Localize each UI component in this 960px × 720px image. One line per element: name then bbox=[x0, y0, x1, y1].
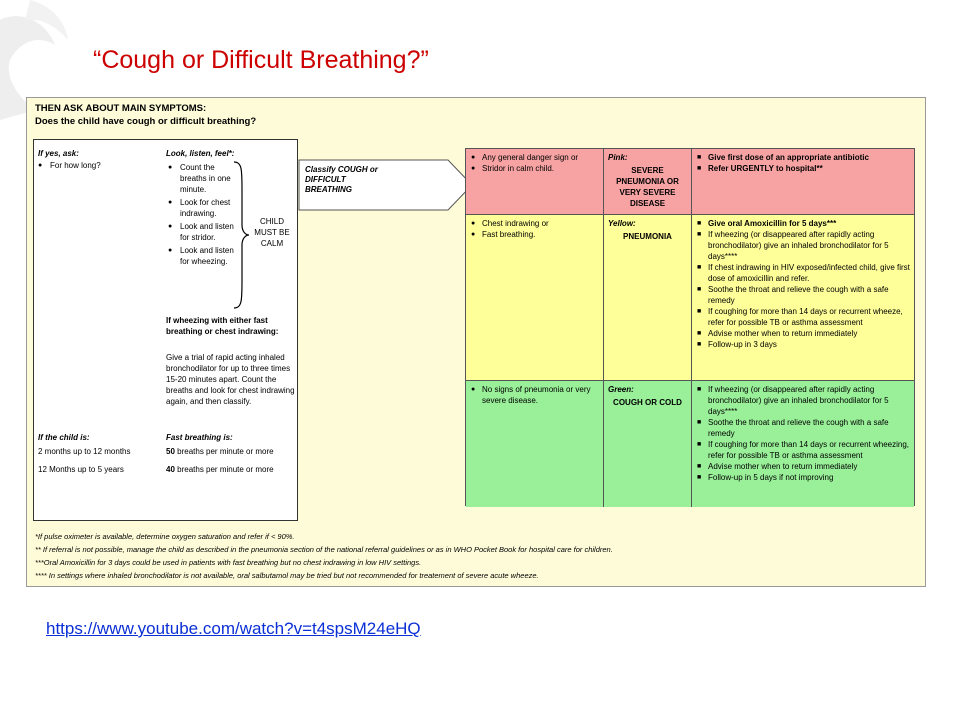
classification-color-label: Yellow: bbox=[608, 219, 636, 228]
sign-item: ● No signs of pneumonia or very severe disease. bbox=[470, 384, 599, 406]
rate-label: Fast breathing is: bbox=[166, 433, 233, 442]
rate-text: breaths per minute or more bbox=[174, 465, 274, 474]
classification-name: PNEUMONIA bbox=[623, 232, 672, 241]
chart-subheading: Does the child have cough or difficult breathing? bbox=[35, 116, 257, 127]
sign-item: ● Chest indrawing or bbox=[470, 218, 599, 229]
wheezing-label: If wheezing with either fast breathing or chest indrawing: bbox=[166, 316, 279, 336]
signs-cell bbox=[466, 215, 604, 380]
treatment-item: ■ Give oral Amoxicillin for 5 days*** bbox=[696, 218, 910, 229]
signs-cell bbox=[466, 149, 604, 214]
classification-name: SEVERE PNEUMONIA OR VERY SEVERE DISEASE bbox=[616, 166, 679, 208]
rate-text: breaths per minute or more bbox=[174, 447, 274, 456]
age-label: If the child is: bbox=[38, 433, 90, 442]
imci-chart bbox=[26, 97, 926, 587]
ask-list bbox=[38, 160, 158, 171]
classification-cell bbox=[604, 381, 692, 507]
signs-list bbox=[470, 152, 599, 174]
footnote: **** In settings where inhaled bronchodilator is not available, oral salbutamol may be tried but not recommended for treatement of severe acute wheeze. bbox=[35, 571, 539, 580]
classification-cell bbox=[604, 215, 692, 380]
classification-name: COUGH OR COLD bbox=[613, 398, 682, 407]
classification-row-yellow bbox=[466, 215, 914, 381]
treatment-item: ■ If wheezing (or disappeared after rapidly acting bronchodilator) give an inhaled bronchodilator for 5 days**** bbox=[696, 384, 910, 417]
chart-heading: THEN ASK ABOUT MAIN SYMPTOMS: bbox=[35, 103, 207, 114]
treatment-list bbox=[696, 152, 910, 174]
treatment-item: ■ If chest indrawing in HIV exposed/infected child, give first dose of amoxicillin and refer. bbox=[696, 262, 910, 284]
treatment-item: ■ Soothe the throat and relieve the cough with a safe remedy bbox=[696, 417, 910, 439]
footnote: ***Oral Amoxicillin for 3 days could be used in patients with fast breathing but no chest indrawing in low HIV settings. bbox=[35, 558, 422, 567]
treatment-item: ■ Advise mother when to return immediately bbox=[696, 328, 910, 339]
rate-number: 40 bbox=[166, 465, 175, 474]
footnotes bbox=[35, 530, 613, 582]
look-label: Look, listen, feel*: bbox=[166, 149, 235, 158]
treatment-item: ■ Advise mother when to return immediately bbox=[696, 461, 910, 472]
treatment-item: ■ Follow-up in 5 days if not improving bbox=[696, 472, 910, 483]
age-row: 12 Months up to 5 years bbox=[38, 465, 124, 474]
treatment-list bbox=[696, 218, 910, 350]
child-calm-note: CHILD MUST BE CALM bbox=[254, 217, 290, 248]
classification-table bbox=[465, 148, 915, 506]
sign-item: ● Stridor in calm child. bbox=[470, 163, 599, 174]
treatment-item: ■ If coughing for more than 14 days or recurrent wheezing, refer for possible TB or asthma assessment bbox=[696, 439, 910, 461]
treatment-cell bbox=[692, 149, 914, 214]
classification-color-label: Pink: bbox=[608, 153, 628, 162]
brace-icon bbox=[232, 160, 250, 310]
footnote: *If pulse oximeter is available, determine oxygen saturation and refer if < 90%. bbox=[35, 532, 295, 541]
assessment-box bbox=[33, 139, 298, 521]
look-item: ● Look and listen for wheezing. bbox=[168, 245, 242, 267]
wheezing-text: Give a trial of rapid acting inhaled bronchodilator for up to three times 15-20 minutes apart. Count the breaths and look for chest indrawing again, and then classify. bbox=[166, 353, 295, 406]
treatment-cell bbox=[692, 215, 914, 380]
sign-item: ● Any general danger sign or bbox=[470, 152, 599, 163]
treatment-item: ■ Soothe the throat and relieve the cough with a safe remedy bbox=[696, 284, 910, 306]
treatment-item: ■ Follow-up in 3 days bbox=[696, 339, 910, 350]
signs-list bbox=[470, 384, 599, 406]
rate-row bbox=[166, 464, 274, 475]
age-row: 2 months up to 12 months bbox=[38, 447, 131, 456]
treatment-item: ■ Give first dose of an appropriate antibiotic bbox=[696, 152, 910, 163]
treatment-cell bbox=[692, 381, 914, 507]
ask-item: ● For how long? bbox=[38, 160, 158, 171]
classification-color-label: Green: bbox=[608, 385, 634, 394]
slide-title: “Cough or Difficult Breathing?” bbox=[93, 46, 429, 74]
classification-row-green bbox=[466, 381, 914, 507]
signs-list bbox=[470, 218, 599, 240]
treatment-item: ■ Refer URGENTLY to hospital** bbox=[696, 163, 910, 174]
classification-cell bbox=[604, 149, 692, 214]
treatment-item: ■ If coughing for more than 14 days or recurrent wheeze, refer for possible TB or asthma assessment bbox=[696, 306, 910, 328]
treatment-list bbox=[696, 384, 910, 483]
footnote: ** If referral is not possible, manage the child as described in the pneumonia section of the national referral guidelines or as in WHO Pocket Book for hospital care for children. bbox=[35, 545, 613, 554]
ask-label: If yes, ask: bbox=[38, 149, 79, 158]
signs-cell bbox=[466, 381, 604, 507]
rate-row bbox=[166, 446, 274, 457]
look-item: ● Look and listen for stridor. bbox=[168, 221, 242, 243]
classification-row-pink bbox=[466, 149, 914, 215]
look-item: ● Look for chest indrawing. bbox=[168, 197, 242, 219]
look-list bbox=[168, 162, 242, 267]
look-item: ● Count the breaths in one minute. bbox=[168, 162, 242, 195]
classify-label bbox=[305, 165, 385, 195]
video-link[interactable]: https://www.youtube.com/watch?v=t4spsM24eHQ bbox=[46, 619, 421, 638]
sign-item: ● Fast breathing. bbox=[470, 229, 599, 240]
treatment-item: ■ If wheezing (or disappeared after rapidly acting bronchodilator) give an inhaled bronchodilator for 5 days**** bbox=[696, 229, 910, 262]
classify-text: Classify COUGH or DIFFICULT BREATHING bbox=[305, 165, 378, 194]
rate-number: 50 bbox=[166, 447, 175, 456]
